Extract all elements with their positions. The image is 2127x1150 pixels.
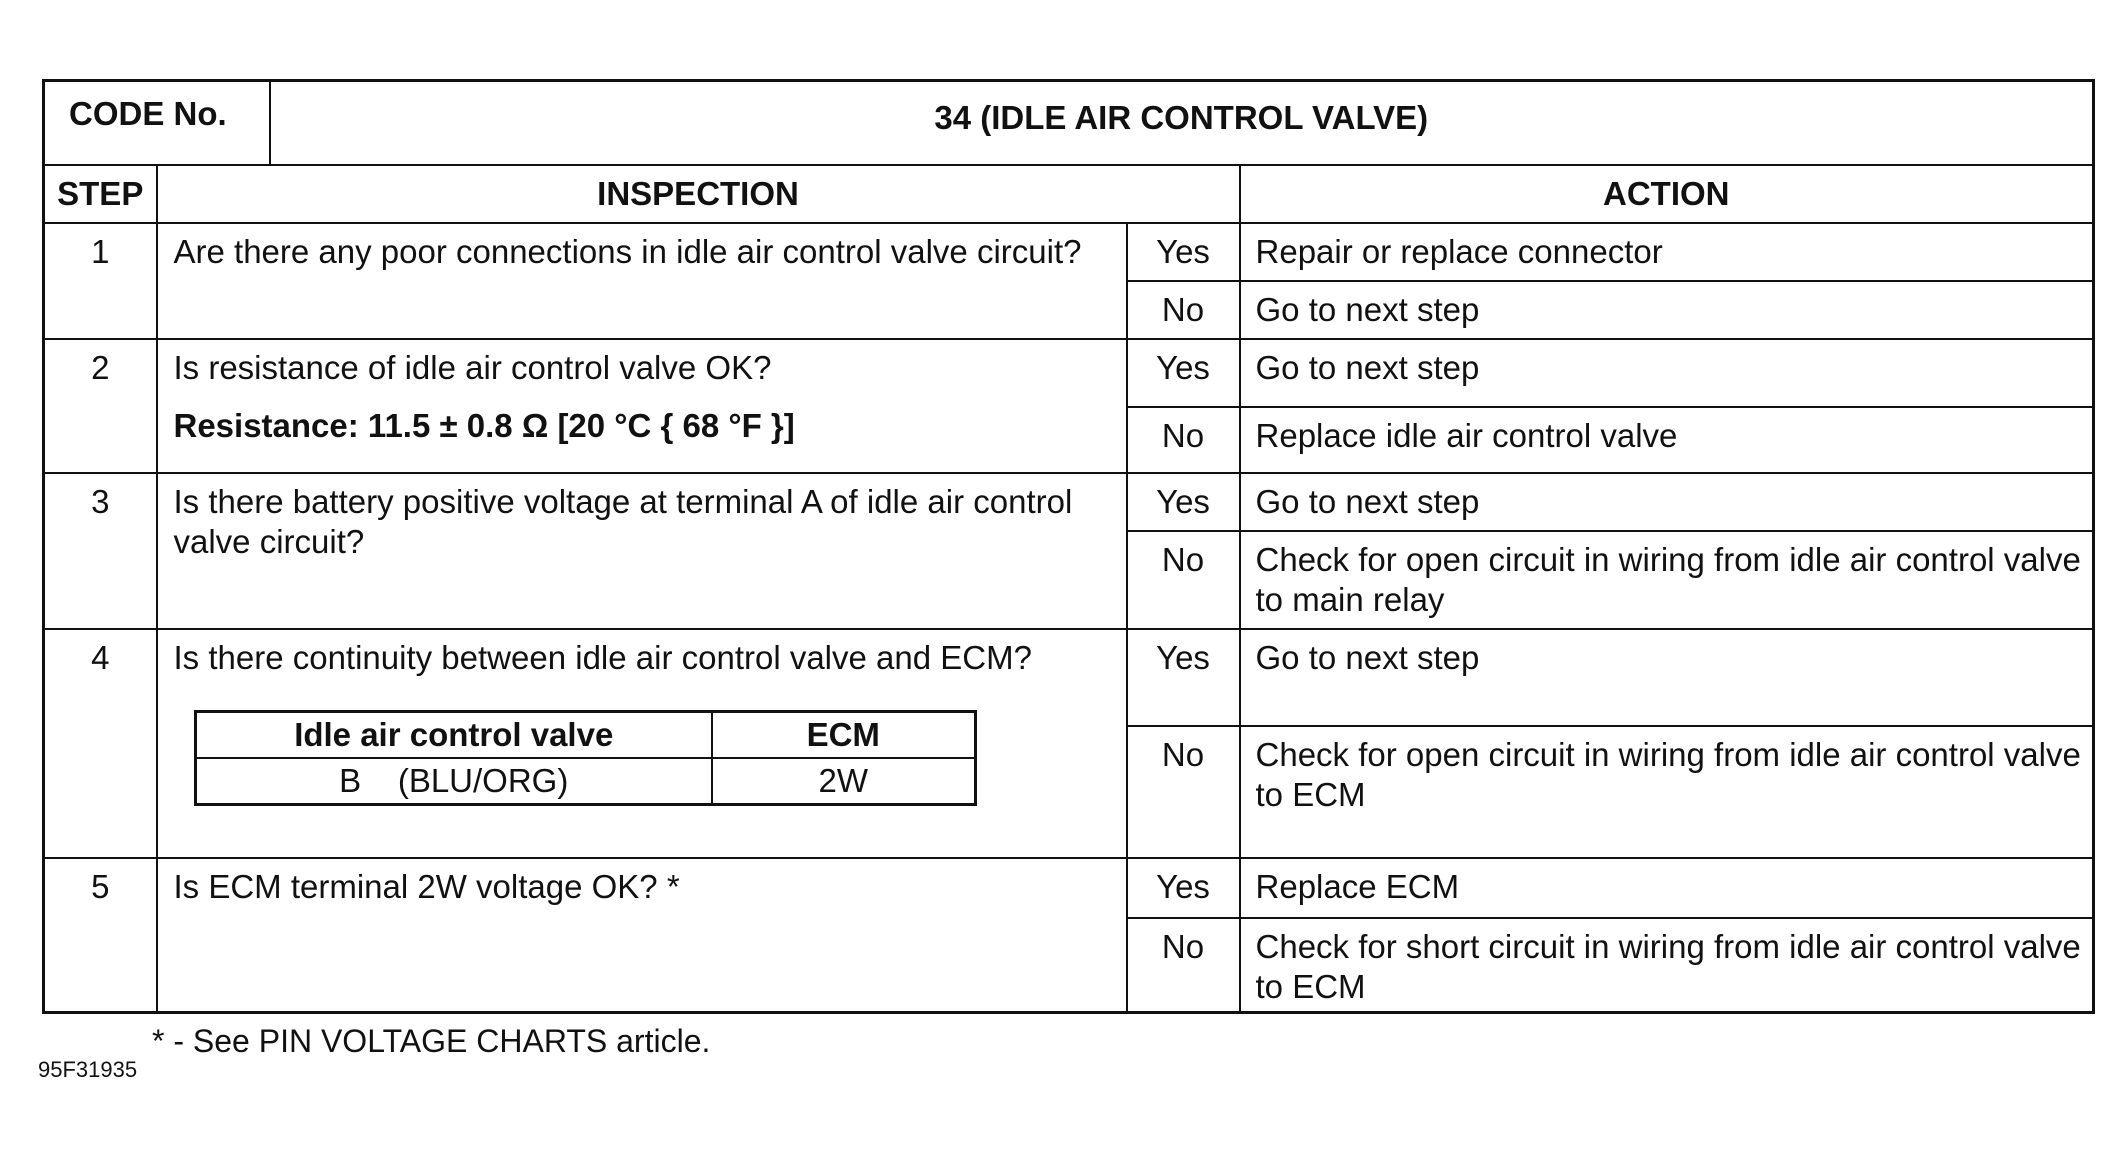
pin-table-valve-terminal: B (BLU/ORG) xyxy=(195,758,712,805)
step-number: 3 xyxy=(44,473,157,629)
diagnostic-table-sheet xyxy=(42,79,2092,1014)
no-action: Check for open circuit in wiring from idle air control valve to main relay xyxy=(1240,531,2094,629)
diagnostic-table xyxy=(42,79,2095,1014)
step-question-cell xyxy=(157,339,1127,473)
no-action: Check for short circuit in wiring from idle air control valve to ECM xyxy=(1240,918,2094,1012)
yes-action: Repair or replace connector xyxy=(1240,223,2094,281)
action-header: ACTION xyxy=(1240,165,2094,223)
pin-table-header-valve: Idle air control valve xyxy=(195,712,712,759)
no-label: No xyxy=(1127,531,1240,629)
yes-action: Go to next step xyxy=(1240,473,2094,531)
step-number: 1 xyxy=(44,223,157,339)
no-action: Check for open circuit in wiring from idle air control valve to ECM xyxy=(1240,726,2094,858)
no-action: Go to next step xyxy=(1240,281,2094,339)
step-question: Are there any poor connections in idle air control valve circuit? xyxy=(157,223,1127,339)
yes-label: Yes xyxy=(1127,629,1240,726)
footnote: * - See PIN VOLTAGE CHARTS article. xyxy=(152,1023,711,1059)
pin-table xyxy=(194,710,977,806)
yes-label: Yes xyxy=(1127,339,1240,407)
step-question: Is resistance of idle air control valve OK? xyxy=(173,349,772,386)
no-label: No xyxy=(1127,726,1240,858)
no-label: No xyxy=(1127,281,1240,339)
step-header: STEP xyxy=(44,165,157,223)
step-number: 2 xyxy=(44,339,157,473)
code-title: 34 (IDLE AIR CONTROL VALVE) xyxy=(270,81,2094,166)
step-number: 4 xyxy=(44,629,157,858)
yes-action: Replace ECM xyxy=(1240,858,2094,918)
no-action: Replace idle air control valve xyxy=(1240,407,2094,473)
yes-label: Yes xyxy=(1127,223,1240,281)
pin-table-ecm-terminal: 2W xyxy=(712,758,975,805)
step-question-cell xyxy=(157,629,1127,858)
yes-label: Yes xyxy=(1127,858,1240,918)
no-label: No xyxy=(1127,918,1240,1012)
step-question: Is there battery positive voltage at terminal A of idle air control valve circuit? xyxy=(157,473,1127,629)
resistance-spec: Resistance: 11.5 ± 0.8 Ω [20 °C { 68 °F }] xyxy=(173,407,795,444)
step-question: Is there continuity between idle air control valve and ECM? xyxy=(173,639,1032,676)
yes-label: Yes xyxy=(1127,473,1240,531)
pin-table-header-ecm: ECM xyxy=(712,712,975,759)
step-number: 5 xyxy=(44,858,157,1012)
yes-action: Go to next step xyxy=(1240,629,2094,726)
inspection-header: INSPECTION xyxy=(157,165,1240,223)
yes-action: Go to next step xyxy=(1240,339,2094,407)
code-label: CODE No. xyxy=(44,81,270,166)
no-label: No xyxy=(1127,407,1240,473)
step-question: Is ECM terminal 2W voltage OK? * xyxy=(157,858,1127,1012)
figure-id: 95F31935 xyxy=(38,1057,138,1082)
